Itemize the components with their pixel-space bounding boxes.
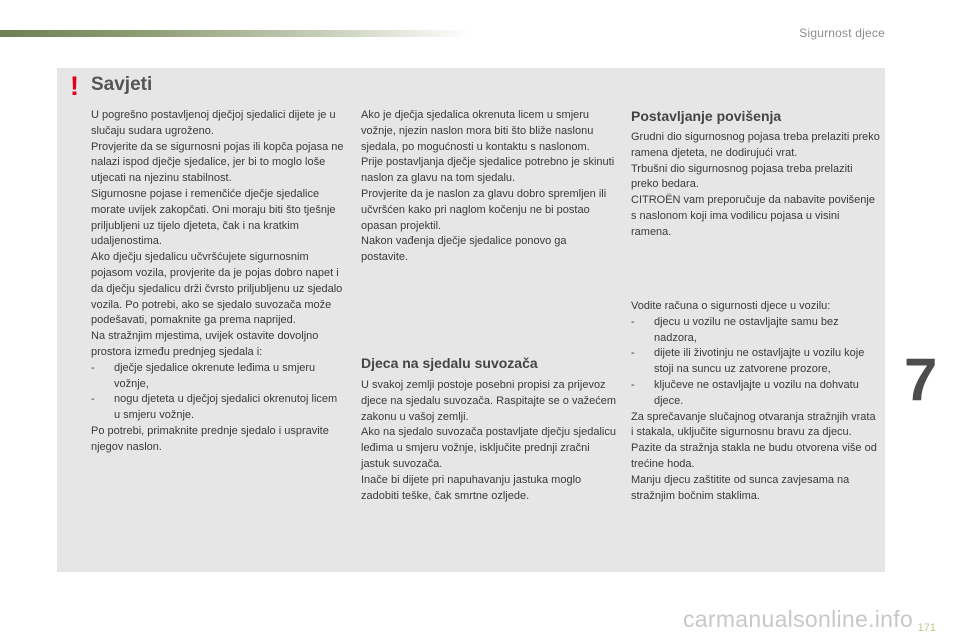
paragraph: U svakoj zemlji postoje posebni propisi za prijevoz djece na sjedalu suvozača. Raspitajte se o važećem zakonu u vašoj zemlji.	[361, 379, 616, 423]
passenger-heading: Djeca na sjedalu suvozača	[361, 355, 538, 371]
page-number: 171	[917, 622, 936, 634]
paragraph: U pogrešno postavljenoj dječjoj sjedalici dijete je u slučaju sudara ugroženo.	[91, 109, 336, 137]
paragraph: Vodite računa o sigurnosti djece u vozilu:	[631, 300, 831, 312]
paragraph: Manju djecu zaštitite od sunca zavjesama na stražnjim bočnim staklima.	[631, 473, 850, 502]
paragraph: Inače bi dijete pri napuhavanju jastuka moglo zadobiti teške, čak smrtne ozljede.	[361, 473, 582, 502]
list-item-text: nogu djeteta u dječjoj sjedalici okrenutoj licem u smjeru vožnje.	[114, 393, 338, 422]
paragraph: Nakon vađenja dječje sjedalice ponovo ga postavite.	[361, 235, 567, 264]
watermark-text: carmanualsonline.info	[683, 606, 914, 632]
paragraph: Po potrebi, primaknite prednje sjedalo i uspravite njegov naslon.	[91, 424, 329, 453]
paragraph: Ako je dječja sjedalica okrenuta licem u smjeru vožnje, njezin naslon mora biti što bliže naslonu sjedala, po mogućnosti u kontaktu s naslonom.	[361, 109, 594, 153]
list-item	[91, 392, 346, 424]
paragraph: Sigurnosne pojase i remenčiće dječje sjedalice morate uvijek zakopčati. Oni moraju biti što tješnje priljubljeni uz tijelo djeteta, čak i na kratkim udaljenostima.	[91, 187, 336, 248]
paragraph: Grudni dio sigurnosnog pojasa treba prelaziti preko ramena djeteta, ne dodirujući vrat.	[631, 131, 880, 159]
list-item-text: dijete ili životinju ne ostavljajte u vozilu koje stoji na suncu uz zatvorene prozore,	[654, 347, 865, 376]
list-dash: -	[631, 378, 635, 391]
advice-column-1	[91, 108, 346, 456]
paragraph: Provjerite da se sigurnosni pojas ili kopča pojasa ne nalazi ispod dječje sjedalice, jer bi to moglo loše utjecati na njezinu stabilnost.	[91, 140, 344, 185]
paragraph: Ako dječju sjedalicu učvršćujete sigurnosnim pojasom vozila, provjerite da je pojas dobro napet i da dječju sjedalicu drži čvrsto priljubljenu uz sjedalo vozila. Po potrebi, ako se sjedalo suvozača može podešavati, pomaknite ga prema naprijed.	[91, 251, 343, 327]
paragraph: Na stražnjim mjestima, uvijek ostavite dovoljno prostora između prednjeg sjedala i:	[91, 330, 319, 358]
exclamation-icon: !	[70, 71, 79, 101]
booster-text	[631, 130, 881, 241]
paragraph: Trbušni dio sigurnosnog pojasa treba prelaziti preko bedara.	[631, 162, 853, 191]
list-dash: -	[631, 315, 635, 328]
list-item	[91, 361, 346, 393]
section-title: Sigurnost djece	[799, 26, 885, 40]
safety-text	[631, 299, 881, 504]
advice-column-2	[361, 108, 616, 266]
list-item	[631, 315, 881, 347]
chapter-number: 7	[904, 346, 938, 413]
panel-title: Savjeti	[91, 74, 153, 95]
paragraph: Prije postavljanja dječje sjedalice potrebno je skinuti naslon za glavu na tom sjedalu.	[361, 156, 615, 185]
list-item	[631, 346, 881, 378]
booster-heading: Postavljanje povišenja	[631, 108, 782, 124]
list-item-text: dječje sjedalice okrenute leđima u smjeru vožnje,	[114, 361, 316, 390]
list-item	[631, 378, 881, 410]
paragraph: CITROËN vam preporučuje da nabavite povišenje s naslonom koji ima vodilicu pojasa u visini ramena.	[631, 194, 875, 238]
list-dash: -	[631, 347, 635, 360]
paragraph: Za sprečavanje slučajnog otvaranja stražnjih vrata i stakala, uključite sigurnosnu bravu za djecu.	[631, 410, 876, 439]
list-item-text: ključeve ne ostavljajte u vozilu na dohvatu djece.	[654, 378, 859, 407]
paragraph: Pazite da stražnja stakla ne budu otvorena više od trećine hoda.	[631, 442, 877, 470]
paragraph: Provjerite da je naslon za glavu dobro spremljen ili učvršćen kako pri naglom kočenju ne bi postao opasan projektil.	[361, 187, 607, 232]
list-item-text: djecu u vozilu ne ostavljajte samu bez nadzora,	[654, 315, 839, 344]
passenger-text	[361, 378, 616, 504]
paragraph: Ako na sjedalo suvozača postavljate dječju sjedalicu leđima u smjeru vožnje, isključite prednji zračni jastuk suvozača.	[361, 426, 616, 470]
header-decor-bar	[0, 30, 470, 37]
list-dash: -	[91, 393, 95, 406]
list-dash: -	[91, 361, 95, 374]
